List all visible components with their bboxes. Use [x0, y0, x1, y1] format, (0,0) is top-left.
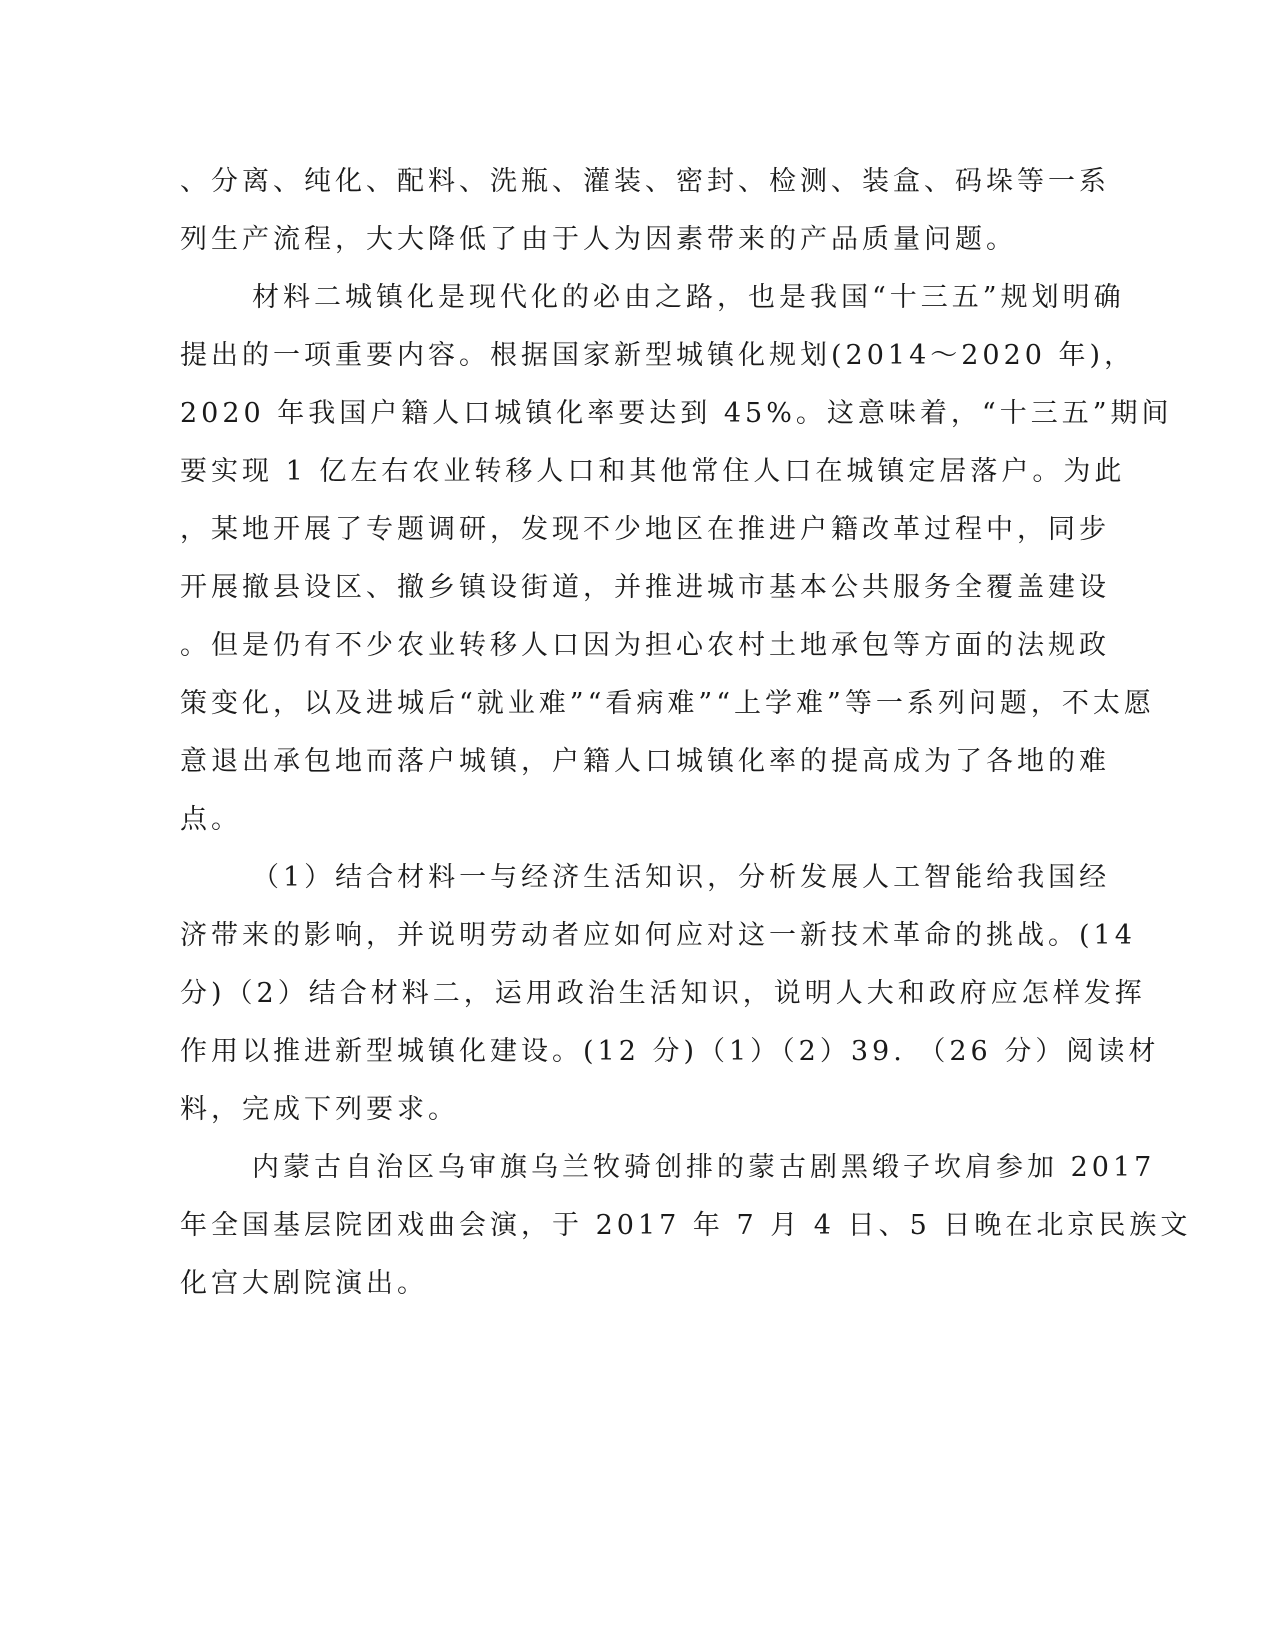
text-line: ，某地开展了专题调研，发现不少地区在推进户籍改革过程中，同步	[180, 514, 1110, 545]
text-line: 分)（2）结合材料二，运用政治生活知识，说明人大和政府应怎样发挥	[180, 978, 1146, 1009]
text-line: 要实现 1 亿左右农业转移人口和其他常住人口在城镇定居落户。为此	[180, 456, 1126, 487]
text-line: 料，完成下列要求。	[180, 1094, 459, 1125]
text-line: 策变化，以及进城后“就业难”“看病难”“上学难”等一系列问题，不太愿	[180, 688, 1155, 719]
text-line: 2020 年我国户籍人口城镇化率要达到 45%。这意味着，“十三五”期间	[180, 398, 1173, 429]
paragraph-start-line: 内蒙古自治区乌审旗乌兰牧骑创排的蒙古剧黑缎子坎肩参加 2017	[252, 1152, 1156, 1183]
text-line: 。但是仍有不少农业转移人口因为担心农村土地承包等方面的法规政	[180, 630, 1110, 661]
paragraph-start-line: （1）结合材料一与经济生活知识，分析发展人工智能给我国经	[252, 862, 1111, 893]
text-line: 作用以推进新型城镇化建设。(12 分)（1）（2）39. （26 分）阅读材	[180, 1036, 1160, 1067]
text-line: 意退出承包地而落户城镇，户籍人口城镇化率的提高成为了各地的难	[180, 746, 1110, 777]
text-line: 提出的一项重要内容。根据国家新型城镇化规划(2014～2020 年)，	[180, 340, 1136, 371]
text-line: 济带来的影响，并说明劳动者应如何应对这一新技术革命的挑战。(14	[180, 920, 1136, 951]
text-line: 开展撤县设区、撤乡镇设街道，并推进城市基本公共服务全覆盖建设	[180, 572, 1110, 603]
text-line: 、分离、纯化、配料、洗瓶、灌装、密封、检测、装盒、码垛等一系	[180, 166, 1110, 197]
text-line: 点。	[180, 804, 242, 835]
text-line: 列生产流程，大大降低了由于人为因素带来的产品质量问题。	[180, 224, 1017, 255]
text-line: 化宫大剧院演出。	[180, 1268, 428, 1299]
text-line: 年全国基层院团戏曲会演，于 2017 年 7 月 4 日、5 日晚在北京民族文	[180, 1210, 1192, 1241]
paragraph-start-line: 材料二城镇化是现代化的必由之路，也是我国“十三五”规划明确	[252, 282, 1125, 313]
